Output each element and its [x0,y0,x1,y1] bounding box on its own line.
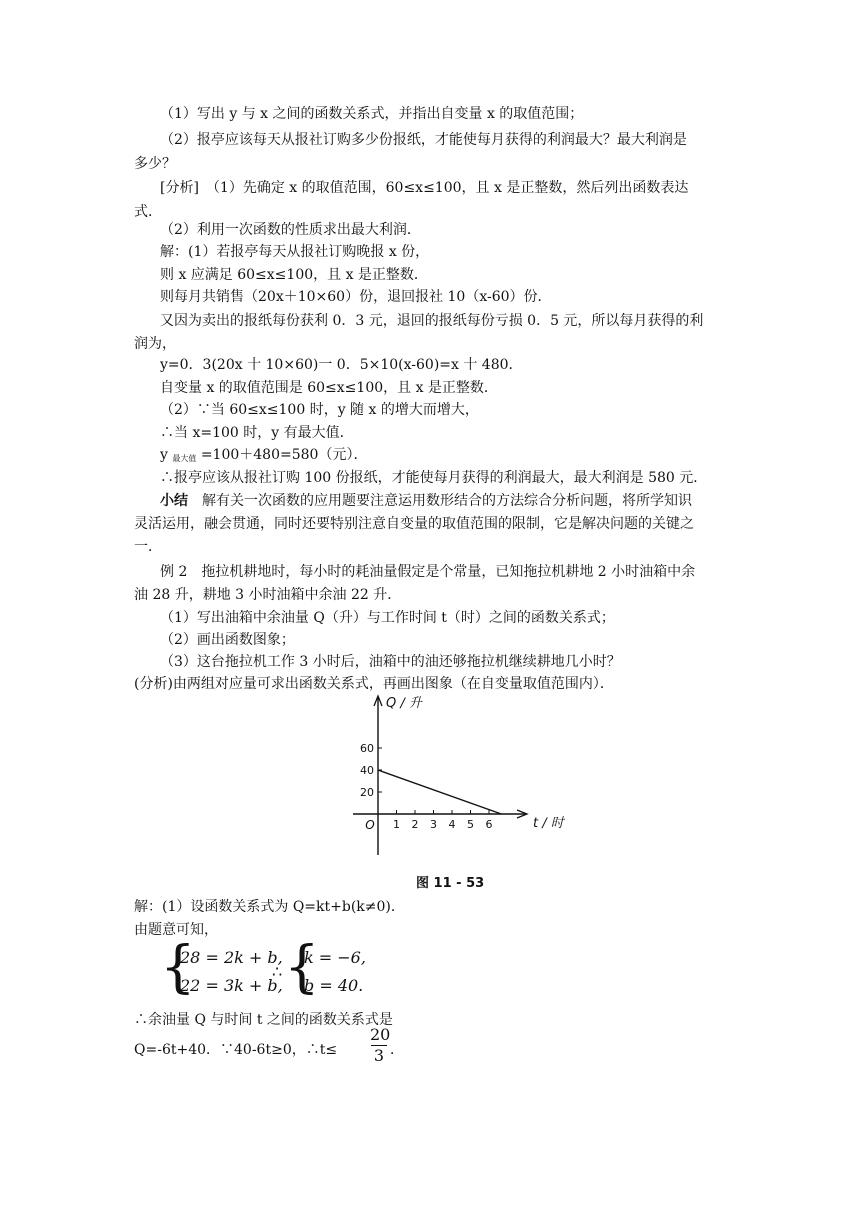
x-tick-label: 2 [411,818,419,831]
solution-1: 解：(1）若报亭每天从报社订购晚报 x 份， [160,244,430,260]
solution-2: （2）∵当 60≤x≤100 时，y 随 x 的增大而增大， [160,402,479,418]
fraction-20-3 [370,1025,391,1066]
ymax-value: =100＋480=580（元）． [200,447,368,463]
figure-caption: 图 11 - 53 [416,876,485,891]
question-2: （2）报亭应该每天从报社订购多少份报纸，才能使每月获得的利润最大？最大利润是 [160,132,687,148]
equation-right-1: k = −6, [304,948,366,967]
x-tick-label: 5 [467,818,474,831]
therefore-symbol: ∴ [272,962,283,981]
solution-line: 又因为卖出的报纸每份获利 0．3 元，退回的报纸每份亏损 0．5 元，所以每月获得的利 [160,313,704,329]
y-axis-label: Q ∕ 升 [386,696,422,711]
equation-left-1: 28 = 2k + b, [180,948,283,967]
solution-line: 自变量 x 的取值范围是 60≤x≤100，且 x 是正整数． [160,380,498,396]
left-brace: { [160,935,196,1000]
analysis-2: （2）利用一次函数的性质求出最大利润． [160,222,421,238]
right-brace: { [284,935,320,1000]
summary-end: 一． [134,539,162,555]
graph-axes [353,696,527,855]
x-tick-label: 4 [448,818,456,831]
analysis-1: [分析] （1）先确定 x 的取值范围，60≤x≤100，且 x 是正整数，然后列出函数表达 [160,180,689,196]
example-analysis: (分析)由两组对应量可求出函数关系式，再画出图象（在自变量取值范围内）． [134,676,614,692]
summary-text: 解有关一次函数的应用题要注意运用数形结合的方法综合分析问题，将所学知识 [202,493,692,509]
solution-conclusion: ∴报亭应该从报社订购 100 份报纸，才能使每月获得的利润最大，最大利润是 580 元． [160,470,708,486]
analysis-1-cont: 式． [134,204,162,220]
fraction-period: ． [390,1042,404,1058]
solution-result: ∴余油量 Q 与时间 t 之间的函数关系式是 [134,1012,393,1028]
function-graph [345,690,565,890]
x-tick-label: 1 [393,818,400,831]
example-2: 例 2 拖拉机耕地时，每小时的耗油量假定是个常量，已知拖拉机耕地 2 小时油箱中余 [160,564,696,580]
solution-line: ∴当 x=100 时，y 有最大值． [160,425,354,441]
example-2-cont: 油 28 升，耕地 3 小时油箱中余油 22 升． [134,587,402,603]
solution-example-1: 解：(1）设函数关系式为 Q=kt+b(k≠0)． [134,899,405,915]
fraction-numerator: 20 [370,1025,391,1044]
example-q2: （2）画出函数图象； [160,632,295,648]
origin-label: O [365,818,375,832]
summary-cont: 灵活运用，融会贯通，同时还要特别注意自变量的取值范围的限制，它是解决问题的关键之 [134,516,694,532]
y-tick-label: 60 [360,742,374,755]
solution-line: 润为， [134,336,176,352]
equation-system [160,935,390,1002]
solution-line: 则 x 应满足 60≤x≤100，且 x 是正整数． [160,267,428,283]
equation-left-2: 22 = 3k + b, [180,976,283,995]
example-q3: （3）这台拖拉机工作 3 小时后，油箱中的油还够拖拉机继续耕地几小时？ [160,654,621,670]
equation-right-2: b = 40. [304,976,364,995]
series-line [378,770,501,814]
solution-inequality: Q=-6t+40．∵40-6t≥0，∴t≤ [134,1042,338,1058]
ymax-line [160,445,367,469]
example-q1: （1）写出油箱中余油量 Q（升）与工作时间 t（时）之间的函数关系式； [160,610,615,626]
profit-equation: y=0．3(20x 十 10×60)一 0．5×10(x-60)=x 十 480． [160,357,523,373]
ymax-subscript: 最大值 [172,454,197,463]
fraction-denominator: 3 [373,1046,385,1065]
summary-line [160,491,692,511]
summary-label: 小结 [160,493,188,509]
question-1: （1）写出 y 与 x 之间的函数关系式，并指出自变量 x 的取值范围； [160,106,584,122]
y-tick-label: 40 [360,764,374,777]
question-2-cont: 多少？ [134,156,176,172]
x-axis-label: t ∕ 时 [533,816,564,831]
x-tick-label: 3 [430,818,437,831]
x-tick-label: 6 [485,818,493,831]
solution-example-line: 由题意可知， [134,922,218,938]
solution-line: 则每月共销售（20x＋10×60）份，退回报社 10（x-60）份． [160,289,552,305]
ymax-symbol: y [160,447,168,463]
y-tick-label: 20 [360,786,374,799]
